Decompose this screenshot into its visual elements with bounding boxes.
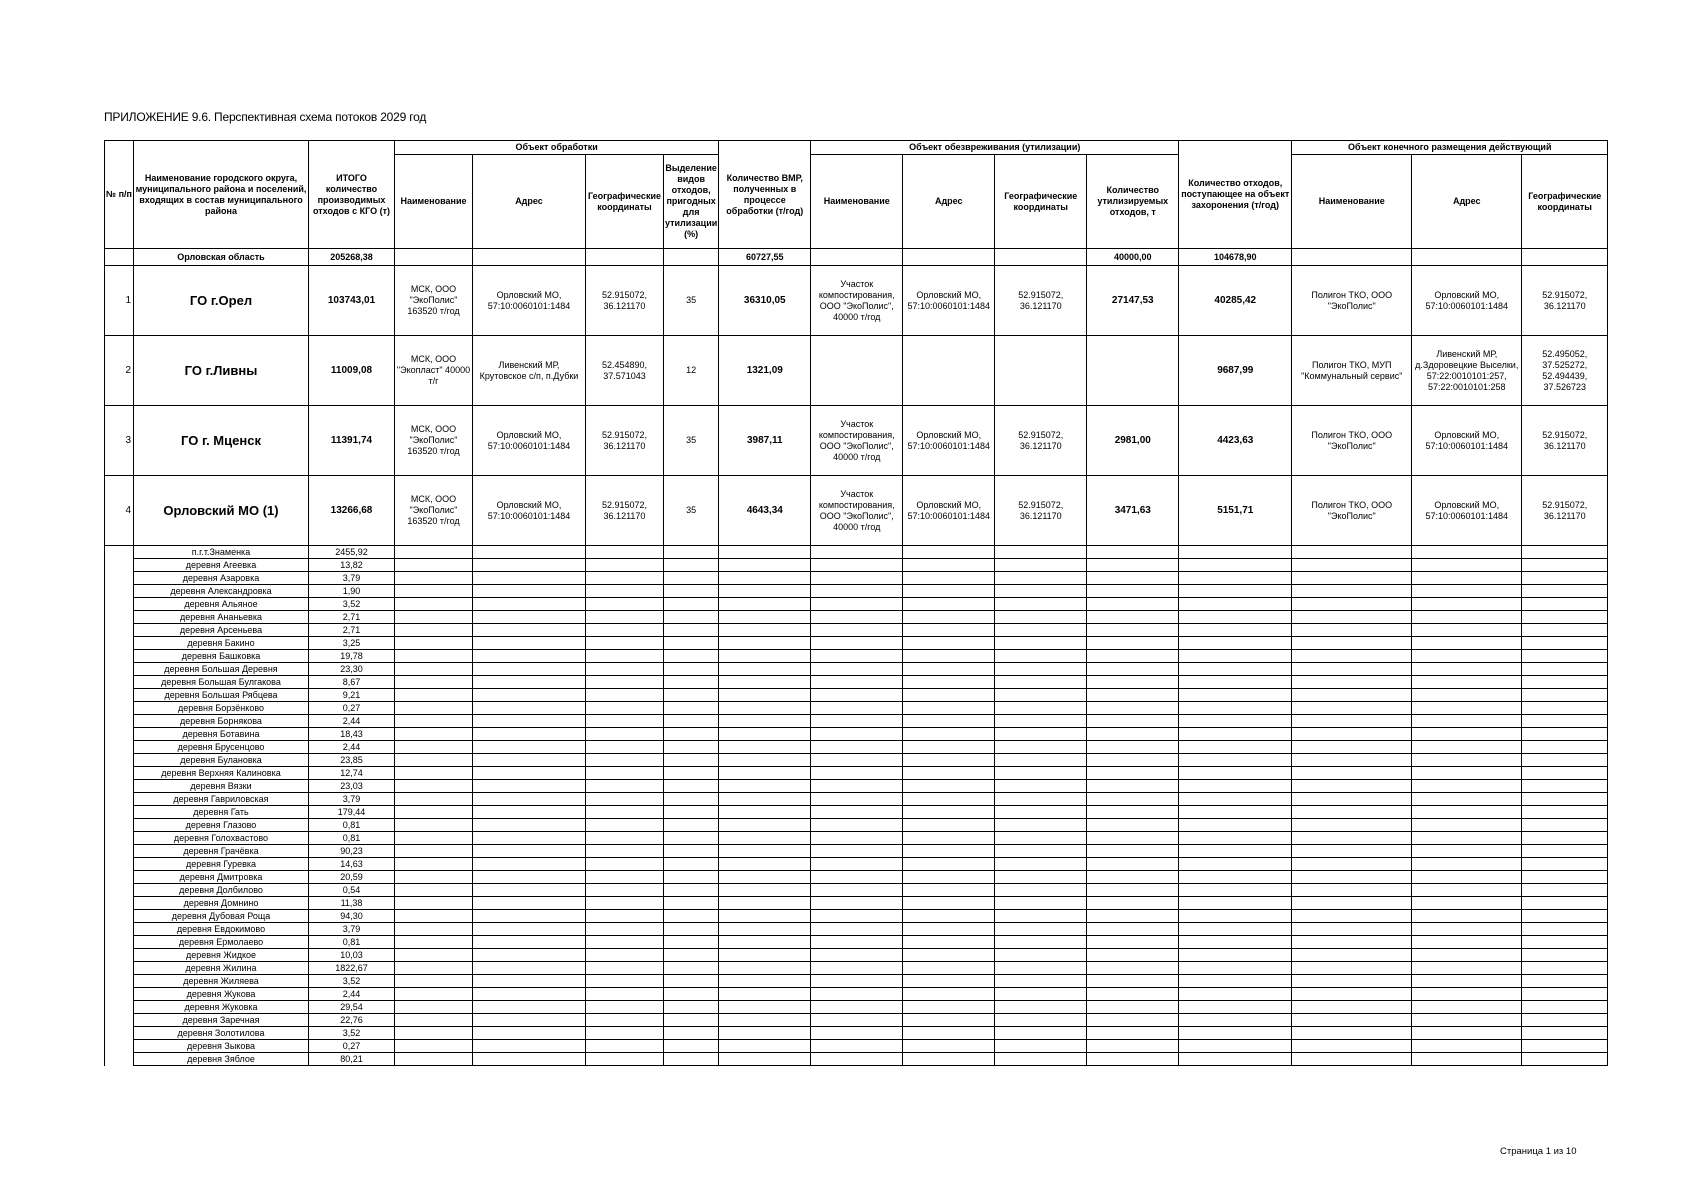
settlement-row <box>105 988 1608 1001</box>
cell-n-qty: 2981,00 <box>1087 406 1179 476</box>
cell-d-addr: Орловский МО, 57:10:0060101:1484 <box>1412 406 1522 476</box>
settlement-row <box>105 936 1608 949</box>
settlement-row <box>105 676 1608 689</box>
settlement-name: деревня Евдокимово <box>134 923 309 936</box>
settlement-row <box>105 819 1608 832</box>
settlement-value: 29,54 <box>309 1001 395 1014</box>
settlement-name: деревня Альяное <box>134 598 309 611</box>
settlement-name: деревня Борнякова <box>134 715 309 728</box>
settlement-value: 10,03 <box>309 949 395 962</box>
cell-p-name: МСК, ООО "ЭкоПолис" 163520 т/год <box>395 476 473 546</box>
cell-n-geo: 52.915072, 36.121170 <box>995 266 1087 336</box>
settlement-name: деревня Ботавина <box>134 728 309 741</box>
settlement-name: деревня Большая Булгакова <box>134 676 309 689</box>
settlement-name: деревня Брусенцово <box>134 741 309 754</box>
cell-vmr: 4643,34 <box>719 476 811 546</box>
settlement-value: 94,30 <box>309 910 395 923</box>
cell-name: ГО г.Ливны <box>134 336 309 406</box>
cell-n-geo: 52.915072, 36.121170 <box>995 406 1087 476</box>
settlement-name: деревня Ермолаево <box>134 936 309 949</box>
settlement-row <box>105 546 1608 559</box>
settlement-name: деревня Дубовая Роща <box>134 910 309 923</box>
disposal-group-header: Объект конечного размещения действующий <box>1292 141 1608 155</box>
settlement-name: деревня Бакино <box>134 637 309 650</box>
region-vmr: 60727,55 <box>719 249 811 266</box>
settlement-value: 0,54 <box>309 884 395 897</box>
municipality-row <box>105 336 1608 406</box>
col-total-header: ИТОГО количество производимых отходов с КГО (т) <box>309 141 395 249</box>
cell-d-addr: Ливенский МР, д.Здоровецкие Выселки, 57:22:0010101:257, 57:22:0010101:258 <box>1412 336 1522 406</box>
municipality-row <box>105 266 1608 336</box>
cell-num: 4 <box>105 476 134 546</box>
cell-d-name: Полигон ТКО, МУП "Коммунальный сервис" <box>1292 336 1412 406</box>
settlement-value: 3,79 <box>309 572 395 585</box>
region-total-row <box>105 249 1608 266</box>
cell-total: 11391,74 <box>309 406 395 476</box>
settlement-value: 23,30 <box>309 663 395 676</box>
settlement-row <box>105 793 1608 806</box>
settlement-row <box>105 637 1608 650</box>
cell-d-geo: 52.495052, 37.525272, 52.494439, 37.526723 <box>1522 336 1608 406</box>
settlement-row <box>105 806 1608 819</box>
col-name-header: Наименование городского округа, муниципального района и поселений, входящих в состав муниципального района <box>134 141 309 249</box>
settlement-value: 2,71 <box>309 611 395 624</box>
settlement-name: деревня Гать <box>134 806 309 819</box>
region-n-qty: 40000,00 <box>1087 249 1179 266</box>
settlement-value: 22,76 <box>309 1014 395 1027</box>
cell-vmr: 3987,11 <box>719 406 811 476</box>
cell-n-name <box>811 336 903 406</box>
settlement-name: деревня Жидкое <box>134 949 309 962</box>
col-p-addr-header: Адрес <box>473 155 586 249</box>
settlement-value: 2455,92 <box>309 546 395 559</box>
cell-n-qty <box>1087 336 1179 406</box>
settlement-name: деревня Жуковка <box>134 1001 309 1014</box>
settlement-value: 3,52 <box>309 598 395 611</box>
settlement-row <box>105 754 1608 767</box>
settlement-row <box>105 702 1608 715</box>
cell-num: 2 <box>105 336 134 406</box>
col-num-header: № п/п <box>105 141 134 249</box>
cell-total: 103743,01 <box>309 266 395 336</box>
settlement-row <box>105 559 1608 572</box>
municipality-row <box>105 476 1608 546</box>
settlement-name: деревня Гуревка <box>134 858 309 871</box>
settlement-value: 3,79 <box>309 923 395 936</box>
settlement-value: 0,81 <box>309 832 395 845</box>
cell-p-share: 35 <box>664 476 719 546</box>
cell-p-addr: Орловский МО, 57:10:0060101:1484 <box>473 476 586 546</box>
cell-p-share: 35 <box>664 406 719 476</box>
settlement-value: 3,52 <box>309 1027 395 1040</box>
col-p-geo-header: Географические координаты <box>586 155 664 249</box>
settlement-name: деревня Голохвастово <box>134 832 309 845</box>
settlement-value: 12,74 <box>309 767 395 780</box>
cell-num: 3 <box>105 406 134 476</box>
cell-n-addr: Орловский МО, 57:10:0060101:1484 <box>903 266 995 336</box>
settlement-row <box>105 1014 1608 1027</box>
cell-n-qty: 27147,53 <box>1087 266 1179 336</box>
settlement-row <box>105 1053 1608 1066</box>
flow-scheme-table <box>104 140 1608 1066</box>
region-total: 205268,38 <box>309 249 395 266</box>
cell-n-geo: 52.915072, 36.121170 <box>995 476 1087 546</box>
cell-p-addr: Орловский МО, 57:10:0060101:1484 <box>473 406 586 476</box>
cell-burial: 5151,71 <box>1179 476 1292 546</box>
settlement-row <box>105 767 1608 780</box>
settlement-name: деревня Вязки <box>134 780 309 793</box>
cell-p-geo: 52.915072, 36.121170 <box>586 406 664 476</box>
municipality-row <box>105 406 1608 476</box>
cell-name: ГО г. Мценск <box>134 406 309 476</box>
col-vmr-header: Количество ВМР, полученных в процессе обработки (т/год) <box>719 141 811 249</box>
cell-d-geo: 52.915072, 36.121170 <box>1522 266 1608 336</box>
settlement-row <box>105 715 1608 728</box>
settlement-row <box>105 923 1608 936</box>
page-title: ПРИЛОЖЕНИЕ 9.6. Перспективная схема потоков 2029 год <box>104 110 427 124</box>
settlement-name: деревня Зяблое <box>134 1053 309 1066</box>
cell-burial: 4423,63 <box>1179 406 1292 476</box>
settlement-name: деревня Долбилово <box>134 884 309 897</box>
cell-d-addr: Орловский МО, 57:10:0060101:1484 <box>1412 266 1522 336</box>
settlement-value: 90,23 <box>309 845 395 858</box>
settlement-name: деревня Башковка <box>134 650 309 663</box>
settlement-name: деревня Жиляева <box>134 975 309 988</box>
settlement-row <box>105 741 1608 754</box>
col-n-name-header: Наименование <box>811 155 903 249</box>
settlement-name: деревня Глазово <box>134 819 309 832</box>
cell-vmr: 36310,05 <box>719 266 811 336</box>
settlement-row <box>105 624 1608 637</box>
settlement-value: 23,03 <box>309 780 395 793</box>
settlement-value: 3,79 <box>309 793 395 806</box>
col-n-geo-header: Географические координаты <box>995 155 1087 249</box>
settlement-name: деревня Александровка <box>134 585 309 598</box>
settlement-value: 2,44 <box>309 988 395 1001</box>
settlement-row <box>105 1027 1608 1040</box>
cell-p-share: 12 <box>664 336 719 406</box>
settlement-name: деревня Булановка <box>134 754 309 767</box>
cell-p-name: МСК, ООО "ЭкоПолис" 163520 т/год <box>395 266 473 336</box>
cell-n-addr: Орловский МО, 57:10:0060101:1484 <box>903 406 995 476</box>
settlement-row <box>105 858 1608 871</box>
settlement-value: 20,59 <box>309 871 395 884</box>
settlement-row <box>105 598 1608 611</box>
cell-num: 1 <box>105 266 134 336</box>
settlement-name: деревня Ананьевка <box>134 611 309 624</box>
settlement-name: деревня Жилина <box>134 962 309 975</box>
group-header-row <box>105 141 1608 155</box>
cell-name: Орловский МО (1) <box>134 476 309 546</box>
settlement-value: 3,25 <box>309 637 395 650</box>
settlement-row <box>105 728 1608 741</box>
settlement-value: 2,71 <box>309 624 395 637</box>
settlement-value: 11,38 <box>309 897 395 910</box>
settlement-value: 13,82 <box>309 559 395 572</box>
settlement-value: 18,43 <box>309 728 395 741</box>
settlement-name: деревня Борзёнково <box>134 702 309 715</box>
cell-d-geo: 52.915072, 36.121170 <box>1522 476 1608 546</box>
settlement-value: 8,67 <box>309 676 395 689</box>
cell-burial: 9687,99 <box>1179 336 1292 406</box>
col-p-name-header: Наименование <box>395 155 473 249</box>
cell-d-addr: Орловский МО, 57:10:0060101:1484 <box>1412 476 1522 546</box>
cell-p-geo: 52.915072, 36.121170 <box>586 476 664 546</box>
settlement-value: 179,44 <box>309 806 395 819</box>
page-footer: Страница 1 из 10 <box>1500 1146 1577 1157</box>
col-n-addr-header: Адрес <box>903 155 995 249</box>
settlement-row <box>105 871 1608 884</box>
cell-p-name: МСК, ООО "ЭкоПолис" 163520 т/год <box>395 406 473 476</box>
settlement-name: деревня Гавриловская <box>134 793 309 806</box>
settlement-row <box>105 780 1608 793</box>
settlement-row <box>105 897 1608 910</box>
settlement-value: 14,63 <box>309 858 395 871</box>
settlement-value: 0,27 <box>309 1040 395 1053</box>
settlement-value: 0,81 <box>309 819 395 832</box>
settlement-value: 80,21 <box>309 1053 395 1066</box>
settlement-row <box>105 1040 1608 1053</box>
settlement-value: 3,52 <box>309 975 395 988</box>
col-d-geo-header: Географические координаты <box>1522 155 1608 249</box>
col-n-qty-header: Количество утилизируемых отходов, т <box>1087 155 1179 249</box>
settlement-row <box>105 910 1608 923</box>
settlement-value: 0,27 <box>309 702 395 715</box>
settlement-row <box>105 1001 1608 1014</box>
cell-p-geo: 52.915072, 36.121170 <box>586 266 664 336</box>
cell-d-name: Полигон ТКО, ООО "ЭкоПолис" <box>1292 476 1412 546</box>
cell-n-name: Участок компостирования, ООО "ЭкоПолис", 40000 т/год <box>811 476 903 546</box>
cell-total: 11009,08 <box>309 336 395 406</box>
cell-total: 13266,68 <box>309 476 395 546</box>
settlement-value: 2,44 <box>309 715 395 728</box>
settlement-row <box>105 689 1608 702</box>
settlement-row <box>105 845 1608 858</box>
settlement-name: деревня Заречная <box>134 1014 309 1027</box>
settlement-name: деревня Арсеньева <box>134 624 309 637</box>
settlement-row <box>105 832 1608 845</box>
settlement-row <box>105 884 1608 897</box>
cell-name: ГО г.Орел <box>134 266 309 336</box>
settlement-row <box>105 949 1608 962</box>
cell-n-name: Участок компостирования, ООО "ЭкоПолис", 40000 т/год <box>811 406 903 476</box>
cell-p-addr: Орловский МО, 57:10:0060101:1484 <box>473 266 586 336</box>
cell-n-name: Участок компостирования, ООО "ЭкоПолис", 40000 т/год <box>811 266 903 336</box>
region-name: Орловская область <box>134 249 309 266</box>
col-d-addr-header: Адрес <box>1412 155 1522 249</box>
settlement-value: 0,81 <box>309 936 395 949</box>
col-burial-header: Количество отходов, поступающее на объект захоронения (т/год) <box>1179 141 1292 249</box>
neutralization-group-header: Объект обезвреживания (утилизации) <box>811 141 1179 155</box>
settlement-name: деревня Грачёвка <box>134 845 309 858</box>
settlement-row <box>105 572 1608 585</box>
settlement-row <box>105 585 1608 598</box>
col-p-share-header: Выделение видов отходов, пригодных для утилизации (%) <box>664 155 719 249</box>
settlement-value: 1,90 <box>309 585 395 598</box>
cell-d-name: Полигон ТКО, ООО "ЭкоПолис" <box>1292 266 1412 336</box>
settlement-name: деревня Большая Деревня <box>134 663 309 676</box>
cell-d-geo: 52.915072, 36.121170 <box>1522 406 1608 476</box>
settlement-value: 9,21 <box>309 689 395 702</box>
settlement-name: деревня Золотилова <box>134 1027 309 1040</box>
processing-group-header: Объект обработки <box>395 141 719 155</box>
settlement-name: деревня Большая Рябцева <box>134 689 309 702</box>
settlement-row <box>105 663 1608 676</box>
settlement-name: деревня Агеевка <box>134 559 309 572</box>
cell-burial: 40285,42 <box>1179 266 1292 336</box>
cell-n-geo <box>995 336 1087 406</box>
cell-p-name: МСК, ООО "Экопласт" 40000 т/г <box>395 336 473 406</box>
settlement-name: деревня Зыкова <box>134 1040 309 1053</box>
cell-p-geo: 52.454890, 37.571043 <box>586 336 664 406</box>
cell-vmr: 1321,09 <box>719 336 811 406</box>
settlement-name: деревня Домнино <box>134 897 309 910</box>
settlement-name: п.г.т.Знаменка <box>134 546 309 559</box>
cell-d-name: Полигон ТКО, ООО "ЭкоПолис" <box>1292 406 1412 476</box>
settlement-value: 2,44 <box>309 741 395 754</box>
settlement-row <box>105 650 1608 663</box>
settlement-row <box>105 611 1608 624</box>
cell-p-addr: Ливенский МР, Крутовское с/п, п.Дубки <box>473 336 586 406</box>
settlement-row <box>105 975 1608 988</box>
settlement-row <box>105 962 1608 975</box>
region-burial: 104678,90 <box>1179 249 1292 266</box>
settlement-value: 19,78 <box>309 650 395 663</box>
settlement-name: деревня Дмитровка <box>134 871 309 884</box>
settlement-value: 23,85 <box>309 754 395 767</box>
cell-n-addr <box>903 336 995 406</box>
cell-p-share: 35 <box>664 266 719 336</box>
cell-n-addr: Орловский МО, 57:10:0060101:1484 <box>903 476 995 546</box>
cell-n-qty: 3471,63 <box>1087 476 1179 546</box>
col-d-name-header: Наименование <box>1292 155 1412 249</box>
settlement-value: 1822,67 <box>309 962 395 975</box>
settlement-name: деревня Верхняя Калиновка <box>134 767 309 780</box>
settlement-name: деревня Жукова <box>134 988 309 1001</box>
settlement-name: деревня Азаровка <box>134 572 309 585</box>
